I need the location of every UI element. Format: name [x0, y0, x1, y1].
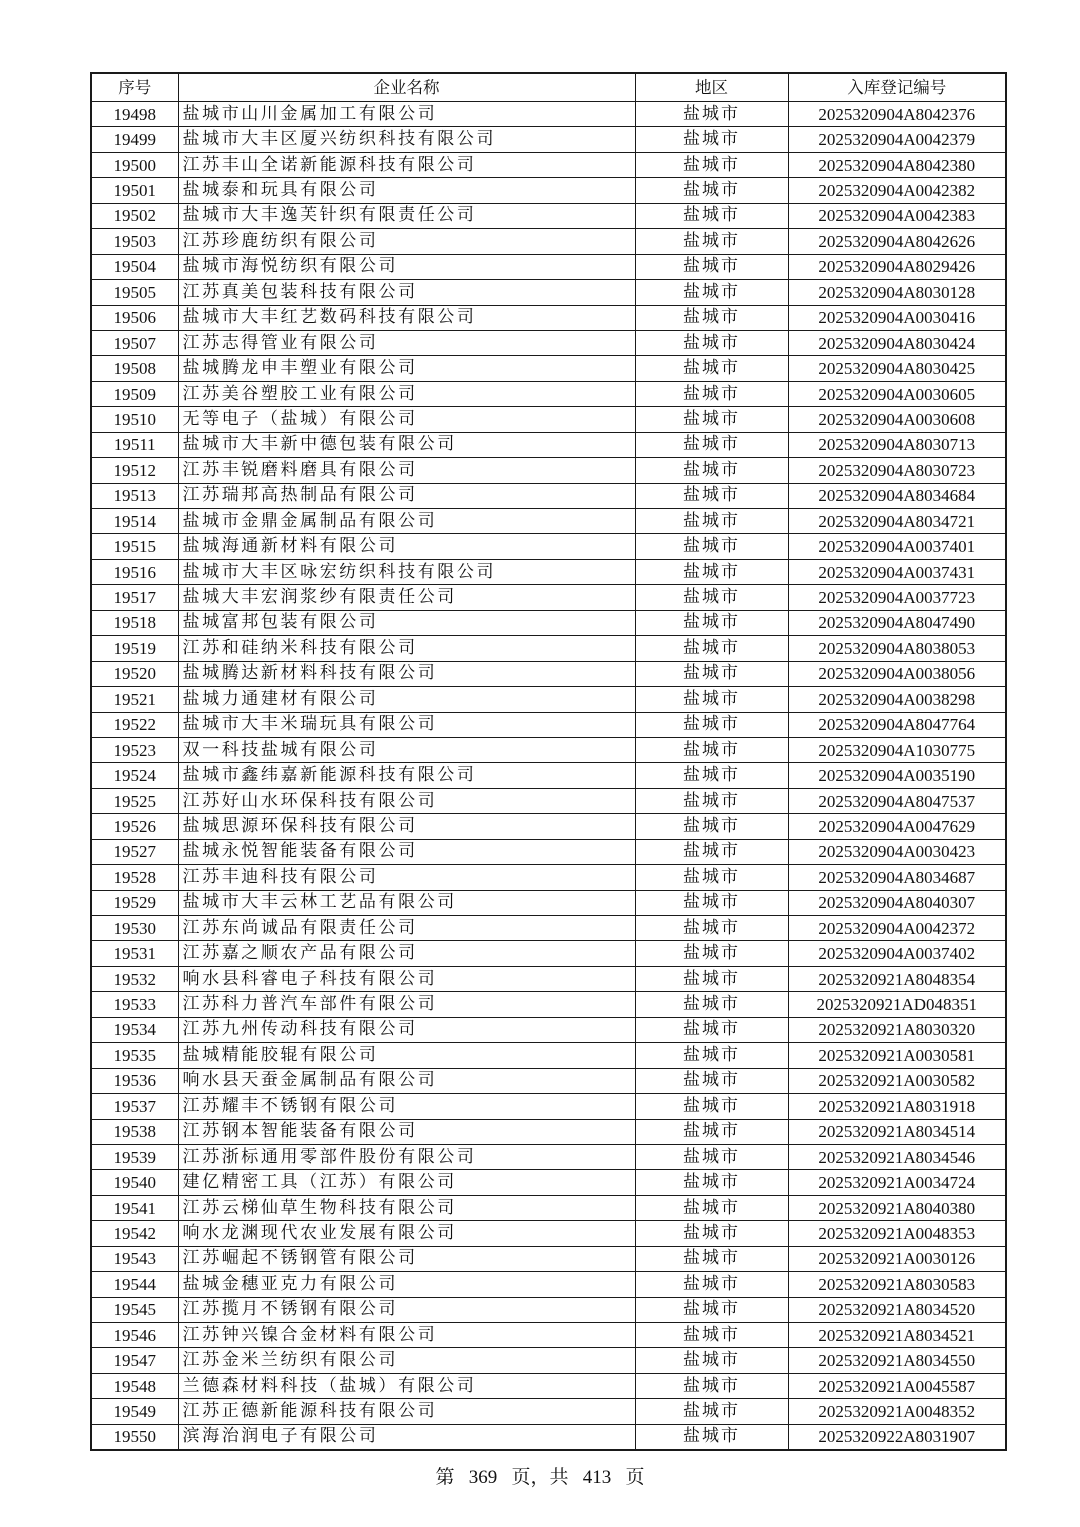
- row-seq: 19516: [91, 559, 178, 584]
- row-region: 盐城市: [635, 636, 788, 661]
- row-region: 盐城市: [635, 661, 788, 686]
- row-seq: 19528: [91, 865, 178, 890]
- row-registration-code: 2025320921A0048352: [788, 1399, 1006, 1424]
- table-row: [91, 305, 1006, 330]
- table-row: [91, 1068, 1006, 1093]
- row-enterprise-name: 双一科技盐城有限公司: [178, 737, 635, 762]
- row-seq: 19511: [91, 432, 178, 457]
- row-seq: 19517: [91, 585, 178, 610]
- header-name: 企业名称: [178, 73, 635, 102]
- row-seq: 19501: [91, 178, 178, 203]
- table-row: [91, 203, 1006, 228]
- table-row: [91, 127, 1006, 152]
- row-registration-code: 2025320904A8030128: [788, 280, 1006, 305]
- row-region: 盐城市: [635, 788, 788, 813]
- row-enterprise-name: 滨海治润电子有限公司: [178, 1424, 635, 1450]
- row-registration-code: 2025320921AD048351: [788, 992, 1006, 1017]
- row-region: 盐城市: [635, 407, 788, 432]
- row-enterprise-name: 盐城富邦包装有限公司: [178, 610, 635, 635]
- row-registration-code: 2025320904A0035190: [788, 763, 1006, 788]
- row-seq: 19500: [91, 152, 178, 177]
- row-registration-code: 2025320904A8034721: [788, 509, 1006, 534]
- row-enterprise-name: 盐城金穗亚克力有限公司: [178, 1272, 635, 1297]
- row-enterprise-name: 盐城市大丰新中德包装有限公司: [178, 432, 635, 457]
- row-region: 盐城市: [635, 1170, 788, 1195]
- table-row: [91, 1348, 1006, 1373]
- page-footer: [0, 1462, 1080, 1489]
- row-seq: 19526: [91, 814, 178, 839]
- row-registration-code: 2025320922A8031907: [788, 1424, 1006, 1450]
- row-registration-code: 2025320904A0030416: [788, 305, 1006, 330]
- table-row: [91, 966, 1006, 991]
- row-registration-code: 2025320904A8034687: [788, 865, 1006, 890]
- table-row: [91, 1323, 1006, 1348]
- row-registration-code: 2025320904A8030723: [788, 458, 1006, 483]
- table-row: [91, 992, 1006, 1017]
- row-seq: 19533: [91, 992, 178, 1017]
- row-region: 盐城市: [635, 814, 788, 839]
- row-enterprise-name: 盐城市鑫纬嘉新能源科技有限公司: [178, 763, 635, 788]
- row-enterprise-name: 盐城思源环保科技有限公司: [178, 814, 635, 839]
- row-seq: 19547: [91, 1348, 178, 1373]
- table-row: [91, 102, 1006, 127]
- row-registration-code: 2025320921A8034520: [788, 1297, 1006, 1322]
- table-row: [91, 1297, 1006, 1322]
- row-region: 盐城市: [635, 1246, 788, 1271]
- row-enterprise-name: 响水龙渊现代农业发展有限公司: [178, 1221, 635, 1246]
- row-enterprise-name: 江苏丰迪科技有限公司: [178, 865, 635, 890]
- row-seq: 19502: [91, 203, 178, 228]
- row-region: 盐城市: [635, 839, 788, 864]
- table-row: [91, 483, 1006, 508]
- table-row: [91, 1094, 1006, 1119]
- row-seq: 19514: [91, 509, 178, 534]
- row-seq: 19522: [91, 712, 178, 737]
- row-seq: 19545: [91, 1297, 178, 1322]
- row-registration-code: 2025320904A0042379: [788, 127, 1006, 152]
- row-region: 盐城市: [635, 585, 788, 610]
- row-region: 盐城市: [635, 432, 788, 457]
- row-enterprise-name: 盐城市山川金属加工有限公司: [178, 102, 635, 127]
- row-registration-code: 2025320904A0042383: [788, 203, 1006, 228]
- row-enterprise-name: 盐城泰和玩具有限公司: [178, 178, 635, 203]
- row-seq: 19548: [91, 1373, 178, 1398]
- table-row: [91, 432, 1006, 457]
- table-row: [91, 712, 1006, 737]
- table-row: [91, 407, 1006, 432]
- table-row: [91, 152, 1006, 177]
- row-region: 盐城市: [635, 737, 788, 762]
- row-registration-code: 2025320921A0030126: [788, 1246, 1006, 1271]
- row-registration-code: 2025320904A1030775: [788, 737, 1006, 762]
- row-registration-code: 2025320904A0038056: [788, 661, 1006, 686]
- row-region: 盐城市: [635, 509, 788, 534]
- table-row: [91, 788, 1006, 813]
- row-registration-code: 2025320904A0037723: [788, 585, 1006, 610]
- row-enterprise-name: 盐城大丰宏润浆纱有限责任公司: [178, 585, 635, 610]
- row-registration-code: 2025320904A8030424: [788, 330, 1006, 355]
- row-seq: 19541: [91, 1195, 178, 1220]
- table-row: [91, 1424, 1006, 1450]
- row-region: 盐城市: [635, 610, 788, 635]
- row-seq: 19499: [91, 127, 178, 152]
- row-region: 盐城市: [635, 102, 788, 127]
- row-enterprise-name: 盐城市大丰区咏宏纺织科技有限公司: [178, 559, 635, 584]
- table-row: [91, 559, 1006, 584]
- row-registration-code: 2025320921A8034514: [788, 1119, 1006, 1144]
- row-seq: 19534: [91, 1017, 178, 1042]
- row-registration-code: 2025320904A8047537: [788, 788, 1006, 813]
- row-region: 盐城市: [635, 916, 788, 941]
- row-registration-code: 2025320921A8031918: [788, 1094, 1006, 1119]
- row-seq: 19515: [91, 534, 178, 559]
- row-enterprise-name: 江苏志得管业有限公司: [178, 330, 635, 355]
- row-seq: 19546: [91, 1323, 178, 1348]
- row-enterprise-name: 响水县天蚕金属制品有限公司: [178, 1068, 635, 1093]
- row-region: 盐城市: [635, 1399, 788, 1424]
- row-seq: 19543: [91, 1246, 178, 1271]
- row-seq: 19509: [91, 381, 178, 406]
- table-row: [91, 229, 1006, 254]
- row-registration-code: 2025320904A0038298: [788, 687, 1006, 712]
- row-seq: 19512: [91, 458, 178, 483]
- header-code: 入库登记编号: [788, 73, 1006, 102]
- row-registration-code: 2025320904A8030425: [788, 356, 1006, 381]
- row-region: 盐城市: [635, 941, 788, 966]
- table-row: [91, 458, 1006, 483]
- row-seq: 19525: [91, 788, 178, 813]
- row-seq: 19507: [91, 330, 178, 355]
- row-enterprise-name: 盐城市大丰红艺数码科技有限公司: [178, 305, 635, 330]
- row-region: 盐城市: [635, 534, 788, 559]
- row-registration-code: 2025320904A8029426: [788, 254, 1006, 279]
- row-registration-code: 2025320921A0030582: [788, 1068, 1006, 1093]
- row-region: 盐城市: [635, 1068, 788, 1093]
- table-body: [91, 102, 1006, 1451]
- row-seq: 19519: [91, 636, 178, 661]
- row-enterprise-name: 江苏好山水环保科技有限公司: [178, 788, 635, 813]
- row-registration-code: 2025320904A8034684: [788, 483, 1006, 508]
- table-row: [91, 839, 1006, 864]
- row-seq: 19505: [91, 280, 178, 305]
- row-enterprise-name: 江苏和硅纳米科技有限公司: [178, 636, 635, 661]
- row-enterprise-name: 兰德森材料科技（盐城）有限公司: [178, 1373, 635, 1398]
- row-enterprise-name: 盐城力通建材有限公司: [178, 687, 635, 712]
- row-seq: 19527: [91, 839, 178, 864]
- header-region: 地区: [635, 73, 788, 102]
- row-enterprise-name: 江苏揽月不锈钢有限公司: [178, 1297, 635, 1322]
- row-registration-code: 2025320921A0030581: [788, 1043, 1006, 1068]
- row-enterprise-name: 江苏瑞邦高热制品有限公司: [178, 483, 635, 508]
- table-row: [91, 1272, 1006, 1297]
- row-region: 盐城市: [635, 178, 788, 203]
- row-registration-code: 2025320921A8030583: [788, 1272, 1006, 1297]
- table-row: [91, 509, 1006, 534]
- table-row: [91, 1017, 1006, 1042]
- row-region: 盐城市: [635, 305, 788, 330]
- table-row: [91, 814, 1006, 839]
- row-enterprise-name: 盐城精能胶辊有限公司: [178, 1043, 635, 1068]
- row-region: 盐城市: [635, 356, 788, 381]
- table-row: [91, 381, 1006, 406]
- row-registration-code: 2025320904A0030605: [788, 381, 1006, 406]
- row-region: 盐城市: [635, 865, 788, 890]
- row-enterprise-name: 盐城市大丰区厦兴纺织科技有限公司: [178, 127, 635, 152]
- row-region: 盐城市: [635, 381, 788, 406]
- row-enterprise-name: 盐城腾龙申丰塑业有限公司: [178, 356, 635, 381]
- table-row: [91, 890, 1006, 915]
- row-seq: 19508: [91, 356, 178, 381]
- row-region: 盐城市: [635, 203, 788, 228]
- row-region: 盐城市: [635, 1094, 788, 1119]
- row-enterprise-name: 盐城市大丰云林工艺品有限公司: [178, 890, 635, 915]
- table-row: [91, 1119, 1006, 1144]
- header-seq: 序号: [91, 73, 178, 102]
- row-enterprise-name: 江苏真美包装科技有限公司: [178, 280, 635, 305]
- row-registration-code: 2025320904A0037402: [788, 941, 1006, 966]
- row-seq: 19506: [91, 305, 178, 330]
- table-row: [91, 1170, 1006, 1195]
- row-seq: 19498: [91, 102, 178, 127]
- row-region: 盐城市: [635, 1043, 788, 1068]
- row-registration-code: 2025320921A0045587: [788, 1373, 1006, 1398]
- row-region: 盐城市: [635, 1144, 788, 1169]
- row-region: 盐城市: [635, 966, 788, 991]
- row-enterprise-name: 盐城市金鼎金属制品有限公司: [178, 509, 635, 534]
- row-registration-code: 2025320921A0048353: [788, 1221, 1006, 1246]
- row-seq: 19531: [91, 941, 178, 966]
- row-seq: 19513: [91, 483, 178, 508]
- row-enterprise-name: 盐城市大丰米瑞玩具有限公司: [178, 712, 635, 737]
- table-row: [91, 1043, 1006, 1068]
- table-row: [91, 1221, 1006, 1246]
- row-region: 盐城市: [635, 1195, 788, 1220]
- row-enterprise-name: 盐城市大丰逸芙针织有限责任公司: [178, 203, 635, 228]
- header-row: [91, 73, 1006, 102]
- row-registration-code: 2025320904A0042382: [788, 178, 1006, 203]
- enterprise-registry-table: [90, 72, 1007, 1451]
- row-region: 盐城市: [635, 1119, 788, 1144]
- row-region: 盐城市: [635, 559, 788, 584]
- table-row: [91, 178, 1006, 203]
- row-region: 盐城市: [635, 712, 788, 737]
- row-region: 盐城市: [635, 1272, 788, 1297]
- row-seq: 19536: [91, 1068, 178, 1093]
- row-registration-code: 2025320904A8047490: [788, 610, 1006, 635]
- table-row: [91, 534, 1006, 559]
- row-seq: 19521: [91, 687, 178, 712]
- row-region: 盐城市: [635, 1348, 788, 1373]
- row-seq: 19524: [91, 763, 178, 788]
- row-enterprise-name: 江苏丰锐磨料磨具有限公司: [178, 458, 635, 483]
- row-registration-code: 2025320904A0037401: [788, 534, 1006, 559]
- table-row: [91, 916, 1006, 941]
- row-registration-code: 2025320904A0037431: [788, 559, 1006, 584]
- row-registration-code: 2025320921A0034724: [788, 1170, 1006, 1195]
- table-row: [91, 1246, 1006, 1271]
- row-seq: 19544: [91, 1272, 178, 1297]
- row-seq: 19549: [91, 1399, 178, 1424]
- row-registration-code: 2025320904A8040307: [788, 890, 1006, 915]
- row-seq: 19518: [91, 610, 178, 635]
- footer-current-page: 369: [468, 1467, 498, 1488]
- table-row: [91, 254, 1006, 279]
- table-row: [91, 1399, 1006, 1424]
- row-enterprise-name: 盐城腾达新材料科技有限公司: [178, 661, 635, 686]
- row-enterprise-name: 盐城海通新材料有限公司: [178, 534, 635, 559]
- row-enterprise-name: 江苏九州传动科技有限公司: [178, 1017, 635, 1042]
- table-row: [91, 585, 1006, 610]
- row-region: 盐城市: [635, 254, 788, 279]
- table-header: [91, 73, 1006, 102]
- row-registration-code: 2025320921A8034550: [788, 1348, 1006, 1373]
- row-enterprise-name: 江苏嘉之顺农产品有限公司: [178, 941, 635, 966]
- row-registration-code: 2025320921A8048354: [788, 966, 1006, 991]
- row-registration-code: 2025320921A8034521: [788, 1323, 1006, 1348]
- row-region: 盐城市: [635, 763, 788, 788]
- row-enterprise-name: 江苏耀丰不锈钢有限公司: [178, 1094, 635, 1119]
- row-registration-code: 2025320904A0030423: [788, 839, 1006, 864]
- row-enterprise-name: 响水县科睿电子科技有限公司: [178, 966, 635, 991]
- row-registration-code: 2025320904A0047629: [788, 814, 1006, 839]
- row-region: 盐城市: [635, 1017, 788, 1042]
- row-seq: 19530: [91, 916, 178, 941]
- row-region: 盐城市: [635, 1297, 788, 1322]
- footer-suffix: 页: [625, 1467, 645, 1488]
- row-enterprise-name: 江苏浙标通用零部件股份有限公司: [178, 1144, 635, 1169]
- table-row: [91, 636, 1006, 661]
- row-registration-code: 2025320904A0042372: [788, 916, 1006, 941]
- row-enterprise-name: 江苏美谷塑胶工业有限公司: [178, 381, 635, 406]
- row-registration-code: 2025320904A8042380: [788, 152, 1006, 177]
- table-row: [91, 1195, 1006, 1220]
- row-region: 盐城市: [635, 229, 788, 254]
- row-seq: 19537: [91, 1094, 178, 1119]
- row-enterprise-name: 江苏崛起不锈钢管有限公司: [178, 1246, 635, 1271]
- row-region: 盐城市: [635, 127, 788, 152]
- table-row: [91, 941, 1006, 966]
- row-enterprise-name: 盐城市海悦纺织有限公司: [178, 254, 635, 279]
- row-registration-code: 2025320904A8030713: [788, 432, 1006, 457]
- row-seq: 19550: [91, 1424, 178, 1450]
- row-enterprise-name: 江苏东尚诚品有限责任公司: [178, 916, 635, 941]
- row-registration-code: 2025320921A8030320: [788, 1017, 1006, 1042]
- row-region: 盐城市: [635, 1323, 788, 1348]
- row-seq: 19529: [91, 890, 178, 915]
- row-seq: 19540: [91, 1170, 178, 1195]
- row-region: 盐城市: [635, 1221, 788, 1246]
- row-registration-code: 2025320921A8040380: [788, 1195, 1006, 1220]
- row-seq: 19539: [91, 1144, 178, 1169]
- table-row: [91, 737, 1006, 762]
- row-seq: 19535: [91, 1043, 178, 1068]
- row-registration-code: 2025320904A8042626: [788, 229, 1006, 254]
- table-row: [91, 687, 1006, 712]
- table-row: [91, 865, 1006, 890]
- table-row: [91, 280, 1006, 305]
- footer-prefix: 第: [435, 1467, 455, 1488]
- row-enterprise-name: 江苏云梯仙草生物科技有限公司: [178, 1195, 635, 1220]
- row-seq: 19538: [91, 1119, 178, 1144]
- row-registration-code: 2025320904A0030608: [788, 407, 1006, 432]
- table-row: [91, 661, 1006, 686]
- row-seq: 19503: [91, 229, 178, 254]
- row-enterprise-name: 江苏钟兴镍合金材料有限公司: [178, 1323, 635, 1348]
- row-enterprise-name: 建亿精密工具（江苏）有限公司: [178, 1170, 635, 1195]
- row-enterprise-name: 江苏钢本智能装备有限公司: [178, 1119, 635, 1144]
- row-enterprise-name: 江苏珍鹿纺织有限公司: [178, 229, 635, 254]
- row-enterprise-name: 江苏丰山全诺新能源科技有限公司: [178, 152, 635, 177]
- table-row: [91, 763, 1006, 788]
- row-registration-code: 2025320904A8042376: [788, 102, 1006, 127]
- row-region: 盐城市: [635, 890, 788, 915]
- row-enterprise-name: 江苏科力普汽车部件有限公司: [178, 992, 635, 1017]
- table-row: [91, 330, 1006, 355]
- row-registration-code: 2025320921A8034546: [788, 1144, 1006, 1169]
- row-seq: 19523: [91, 737, 178, 762]
- row-enterprise-name: 无等电子（盐城）有限公司: [178, 407, 635, 432]
- table-row: [91, 356, 1006, 381]
- row-seq: 19520: [91, 661, 178, 686]
- footer-mid: 页，共: [511, 1467, 569, 1488]
- table-row: [91, 1373, 1006, 1398]
- row-region: 盐城市: [635, 1424, 788, 1450]
- row-enterprise-name: 江苏正德新能源科技有限公司: [178, 1399, 635, 1424]
- footer-total-pages: 413: [582, 1467, 612, 1488]
- row-region: 盐城市: [635, 280, 788, 305]
- row-region: 盐城市: [635, 152, 788, 177]
- row-region: 盐城市: [635, 483, 788, 508]
- table-row: [91, 610, 1006, 635]
- row-region: 盐城市: [635, 992, 788, 1017]
- row-seq: 19532: [91, 966, 178, 991]
- row-seq: 19542: [91, 1221, 178, 1246]
- row-enterprise-name: 盐城永悦智能装备有限公司: [178, 839, 635, 864]
- table-row: [91, 1144, 1006, 1169]
- row-region: 盐城市: [635, 1373, 788, 1398]
- row-region: 盐城市: [635, 330, 788, 355]
- row-enterprise-name: 江苏金米兰纺织有限公司: [178, 1348, 635, 1373]
- row-region: 盐城市: [635, 458, 788, 483]
- row-seq: 19504: [91, 254, 178, 279]
- row-registration-code: 2025320904A8038053: [788, 636, 1006, 661]
- row-seq: 19510: [91, 407, 178, 432]
- row-region: 盐城市: [635, 687, 788, 712]
- row-registration-code: 2025320904A8047764: [788, 712, 1006, 737]
